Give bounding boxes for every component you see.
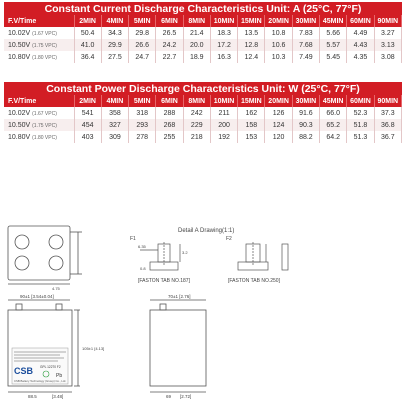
- header-cell: 2MIN: [74, 15, 101, 27]
- table-cell: 36.4: [74, 51, 101, 63]
- table-cell: 200: [210, 119, 237, 131]
- table-row: [4, 51, 402, 63]
- dim-bottom-left-in: [3.48]: [52, 394, 64, 399]
- fv-cell: [4, 39, 74, 51]
- table-cell: 5.57: [320, 39, 347, 51]
- f2-label: F2: [226, 236, 232, 242]
- table-cell: 4.43: [347, 39, 374, 51]
- header-cell: 4MIN: [101, 95, 128, 107]
- table-cell: 52.3: [347, 107, 374, 119]
- table-cell: 24.7: [129, 51, 156, 63]
- table-cell: 3.27: [374, 27, 401, 39]
- current-table-title: Constant Current Discharge Characteristics Unit: A (25°C, 77°F): [4, 2, 402, 16]
- vpc-value: (1.80 VPC): [32, 54, 57, 61]
- table-cell: 120: [265, 131, 292, 143]
- table-cell: 158: [238, 119, 265, 131]
- dim-bottom-right: 69: [166, 394, 172, 399]
- table-cell: 10.3: [265, 51, 292, 63]
- header-cell: F.V/Time: [4, 95, 74, 107]
- vpc-value: (1.67 VPC): [32, 30, 57, 37]
- f2-side-outline: [282, 244, 288, 270]
- f1-terminal-drawing: [140, 242, 180, 270]
- header-cell: 8MIN: [183, 15, 210, 27]
- header-cell: 45MIN: [320, 95, 347, 107]
- header-cell: 20MIN: [265, 95, 292, 107]
- table-cell: 50.4: [74, 27, 101, 39]
- header-cell: 90MIN: [374, 95, 401, 107]
- terminal-tab: [160, 304, 166, 310]
- fv-cell: [4, 119, 74, 131]
- terminal-tab: [16, 304, 22, 310]
- csb-logo: CSB: [14, 366, 34, 376]
- table-cell: 51.3: [347, 131, 374, 143]
- table-cell: 293: [129, 119, 156, 131]
- header-cell: 20MIN: [265, 15, 292, 27]
- fv-value: 10.02V: [8, 109, 31, 117]
- vpc-value: (1.75 VPC): [32, 42, 57, 49]
- header-cell: 2MIN: [74, 95, 101, 107]
- table-cell: 17.2: [210, 39, 237, 51]
- table-cell: 278: [129, 131, 156, 143]
- table-cell: 4.49: [347, 27, 374, 39]
- header-cell: 45MIN: [320, 15, 347, 27]
- header-cell: 10MIN: [210, 15, 237, 27]
- terminal-circle: [15, 256, 29, 270]
- dim-text: 3.2: [182, 250, 188, 255]
- dim-bottom-right-in: [2.72]: [180, 394, 192, 399]
- table-cell: 327: [101, 119, 128, 131]
- table-row: [4, 39, 402, 51]
- header-cell: 10MIN: [210, 95, 237, 107]
- table-cell: 20.0: [183, 39, 210, 51]
- table-cell: 36.7: [374, 131, 401, 143]
- side-view-outline: [150, 310, 206, 386]
- vpc-value: (1.80 VPC): [32, 134, 57, 141]
- top-view: [8, 226, 82, 284]
- fv-cell: [4, 51, 74, 63]
- header-cell: 60MIN: [347, 95, 374, 107]
- detail-title: Detail A Drawing(1:1): [178, 228, 235, 234]
- table-cell: 24.2: [156, 39, 183, 51]
- table-cell: 211: [210, 107, 237, 119]
- table-cell: 3.08: [374, 51, 401, 63]
- terminal-circle: [49, 256, 63, 270]
- table-cell: 3.13: [374, 39, 401, 51]
- table-cell: 65.2: [320, 119, 347, 131]
- table-header-row: [4, 95, 402, 107]
- f1-caption: [FASTON TAB NO.187]: [138, 278, 190, 284]
- table-cell: 126: [265, 107, 292, 119]
- table-cell: 7.68: [292, 39, 319, 51]
- table-cell: 288: [156, 107, 183, 119]
- header-cell: 6MIN: [156, 95, 183, 107]
- table-cell: 41.0: [74, 39, 101, 51]
- f2-terminal-drawing: [238, 242, 288, 270]
- fv-value: 10.50V: [8, 121, 31, 129]
- header-cell: F.V/Time: [4, 15, 74, 27]
- fv-value: 10.02V: [8, 29, 31, 37]
- table-cell: 18.9: [183, 51, 210, 63]
- table-cell: 90.3: [292, 119, 319, 131]
- dim-height-text: 105±1 [4.13]: [82, 346, 105, 351]
- f2-caption: [FASTON TAB NO.250]: [228, 278, 280, 284]
- table-cell: 5.66: [320, 27, 347, 39]
- table-cell: 88.2: [292, 131, 319, 143]
- header-cell: 6MIN: [156, 15, 183, 27]
- dim-text: 6.35: [138, 244, 146, 249]
- fv-cell: [4, 27, 74, 39]
- header-cell: 30MIN: [292, 15, 319, 27]
- table-cell: 10.8: [265, 27, 292, 39]
- table-cell: 13.5: [238, 27, 265, 39]
- company-text: CSB Battery Technology (Group) Co., Ltd.: [14, 379, 67, 383]
- table-cell: 29.9: [101, 39, 128, 51]
- table-cell: 4.35: [347, 51, 374, 63]
- header-cell: 8MIN: [183, 95, 210, 107]
- table-cell: 358: [101, 107, 128, 119]
- terminal-circle: [15, 235, 29, 249]
- table-cell: 12.8: [238, 39, 265, 51]
- power-discharge-table: [4, 95, 402, 143]
- table-cell: 5.45: [320, 51, 347, 63]
- terminal-circle: [49, 235, 63, 249]
- pb-label: Pb: [56, 373, 63, 379]
- current-discharge-table: [4, 15, 402, 63]
- fv-value: 10.80V: [8, 133, 31, 141]
- dim-width-text: 90±1 [3.54±0.04]: [20, 294, 54, 299]
- fv-cell: [4, 131, 74, 143]
- technical-drawing: [0, 222, 406, 400]
- table-row: [4, 119, 402, 131]
- table-cell: 7.49: [292, 51, 319, 63]
- dim-bottom-left: 88.5: [28, 394, 37, 399]
- table-cell: 21.4: [183, 27, 210, 39]
- table-cell: 29.8: [129, 27, 156, 39]
- table-cell: 124: [265, 119, 292, 131]
- table-cell: 18.3: [210, 27, 237, 39]
- table-cell: 26.5: [156, 27, 183, 39]
- side-view: [150, 300, 206, 392]
- table-cell: 318: [129, 107, 156, 119]
- header-cell: 90MIN: [374, 15, 401, 27]
- table-cell: 64.2: [320, 131, 347, 143]
- table-cell: 229: [183, 119, 210, 131]
- header-cell: 15MIN: [238, 15, 265, 27]
- fv-value: 10.50V: [8, 41, 31, 49]
- table-cell: 218: [183, 131, 210, 143]
- power-table-title: Constant Power Discharge Characteristics Unit: W (25°C, 77°F): [4, 82, 402, 96]
- table-cell: 66.0: [320, 107, 347, 119]
- table-cell: 12.4: [238, 51, 265, 63]
- fv-cell: [4, 107, 74, 119]
- table-row: [4, 131, 402, 143]
- dim-text: 4.75: [52, 286, 60, 291]
- table-cell: 22.7: [156, 51, 183, 63]
- header-cell: 60MIN: [347, 15, 374, 27]
- table-cell: 403: [74, 131, 101, 143]
- table-cell: 268: [156, 119, 183, 131]
- header-cell: 30MIN: [292, 95, 319, 107]
- table-header-row: [4, 15, 402, 27]
- table-cell: 34.3: [101, 27, 128, 39]
- top-view-outline: [8, 226, 70, 280]
- drawing-svg: [0, 222, 406, 400]
- table-cell: 242: [183, 107, 210, 119]
- terminal-tab: [56, 304, 62, 310]
- fv-value: 10.80V: [8, 53, 31, 61]
- header-cell: 5MIN: [129, 15, 156, 27]
- table-cell: 153: [238, 131, 265, 143]
- table-cell: 37.3: [374, 107, 401, 119]
- table-cell: 309: [101, 131, 128, 143]
- table-cell: 26.6: [129, 39, 156, 51]
- table-cell: 192: [210, 131, 237, 143]
- vpc-value: (1.75 VPC): [32, 122, 57, 129]
- table-cell: 7.83: [292, 27, 319, 39]
- table-cell: 91.6: [292, 107, 319, 119]
- table-cell: 36.8: [374, 119, 401, 131]
- dim-text: 0.8: [140, 266, 146, 271]
- table-cell: 454: [74, 119, 101, 131]
- header-cell: 15MIN: [238, 95, 265, 107]
- table-cell: 27.5: [101, 51, 128, 63]
- table-cell: 162: [238, 107, 265, 119]
- dim-depth-text: 70±1 [2.76]: [168, 294, 191, 299]
- table-cell: 541: [74, 107, 101, 119]
- header-cell: 4MIN: [101, 15, 128, 27]
- table-row: [4, 107, 402, 119]
- table-cell: 51.8: [347, 119, 374, 131]
- model-text: GPL 12270 F2: [40, 365, 61, 369]
- battery-label: [12, 348, 68, 384]
- table-cell: 10.6: [265, 39, 292, 51]
- header-cell: 5MIN: [129, 95, 156, 107]
- table-row: [4, 27, 402, 39]
- table-cell: 255: [156, 131, 183, 143]
- vpc-value: (1.67 VPC): [32, 110, 57, 117]
- f1-label: F1: [130, 236, 136, 242]
- table-cell: 16.3: [210, 51, 237, 63]
